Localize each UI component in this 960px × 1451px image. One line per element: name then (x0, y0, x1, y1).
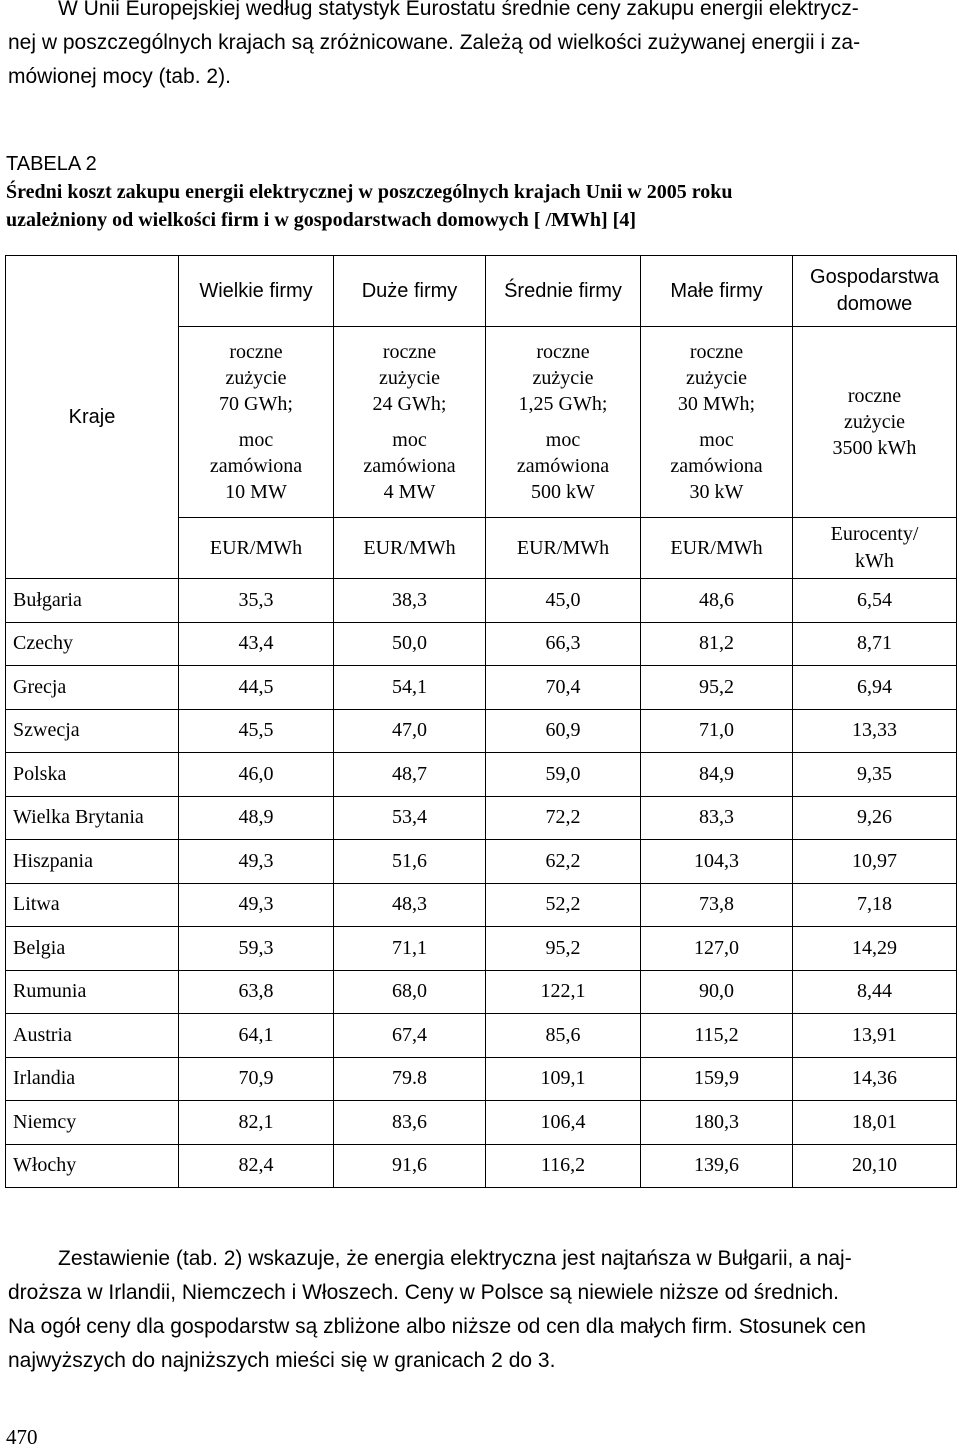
value-cell: 79.8 (334, 1057, 486, 1101)
spacer (486, 417, 640, 427)
value-cell: 106,4 (486, 1101, 641, 1145)
value-cell: 46,0 (179, 753, 334, 797)
value-cell: 83,6 (334, 1101, 486, 1145)
country-header: Kraje (6, 256, 179, 579)
value-cell: 50,0 (334, 622, 486, 666)
value-cell: 70,9 (179, 1057, 334, 1101)
column-header (793, 256, 957, 327)
spacer (641, 417, 792, 427)
text-line: W Unii Europejskiej według statystyk Eurostatu średnie ceny zakupu energii elektrycz- (58, 0, 859, 20)
unit-cell: EUR/MWh (641, 518, 793, 579)
table-row (6, 1014, 957, 1058)
value-cell: 71,1 (334, 927, 486, 971)
table-row (6, 1101, 957, 1145)
consumption-cell (179, 327, 334, 518)
table-row (6, 796, 957, 840)
header-text-line: 10 MW (225, 481, 287, 503)
header-text-line: 3500 kWh (832, 437, 917, 459)
value-cell: 122,1 (486, 970, 641, 1014)
column-header: Małe firmy (641, 256, 793, 327)
column-header: Średnie firmy (486, 256, 641, 327)
header-text-line: moc (392, 429, 427, 451)
consumption-cell (486, 327, 641, 518)
header-text-line: zużycie (378, 367, 441, 389)
country-cell: Polska (6, 753, 179, 797)
value-cell: 66,3 (486, 622, 641, 666)
spacer (334, 417, 485, 427)
header-text-line: zużycie (685, 367, 748, 389)
country-cell: Grecja (6, 666, 179, 710)
value-cell: 82,1 (179, 1101, 334, 1145)
value-cell: 49,3 (179, 840, 334, 884)
country-cell: Litwa (6, 883, 179, 927)
spacer (179, 417, 333, 427)
header-text-line: 24 GWh; (372, 393, 447, 415)
table-caption (6, 150, 956, 234)
header-text-line: roczne (229, 341, 283, 363)
value-cell: 115,2 (641, 1014, 793, 1058)
text-line: najwyższych do najniższych mieści się w granicach 2 do 3. (8, 1349, 556, 1372)
value-cell: 53,4 (334, 796, 486, 840)
value-cell: 18,01 (793, 1101, 957, 1145)
consumption-cell (334, 327, 486, 518)
value-cell: 104,3 (641, 840, 793, 884)
country-cell: Rumunia (6, 970, 179, 1014)
table-row (6, 883, 957, 927)
value-cell: 84,9 (641, 753, 793, 797)
value-cell: 8,71 (793, 622, 957, 666)
value-cell: 72,2 (486, 796, 641, 840)
table-row (6, 970, 957, 1014)
value-cell: 81,2 (641, 622, 793, 666)
value-cell: 52,2 (486, 883, 641, 927)
consumption-cell (793, 327, 957, 518)
header-text-line: moc (238, 429, 274, 451)
unit-cell: EUR/MWh (486, 518, 641, 579)
value-cell: 73,8 (641, 883, 793, 927)
value-cell: 95,2 (486, 927, 641, 971)
value-cell: 60,9 (486, 709, 641, 753)
value-cell: 14,36 (793, 1057, 957, 1101)
header-text-line: zamówiona (209, 455, 303, 477)
value-cell: 38,3 (334, 579, 486, 623)
header-text-line: moc (545, 429, 581, 451)
table-row (6, 622, 957, 666)
header-text-line: 30 MWh; (677, 393, 756, 415)
country-cell: Włochy (6, 1144, 179, 1188)
value-cell: 49,3 (179, 883, 334, 927)
value-cell: 43,4 (179, 622, 334, 666)
header-row-names (6, 256, 957, 327)
table-title-line: Średni koszt zakupu energii elektrycznej w poszczególnych krajach Unii w 2005 roku (6, 181, 733, 203)
table-title-line: uzależniony od wielkości firm i w gospodarstwach domowych [ /MWh] [4] (6, 209, 636, 231)
value-cell: 45,0 (486, 579, 641, 623)
value-cell: 13,91 (793, 1014, 957, 1058)
value-cell: 68,0 (334, 970, 486, 1014)
unit-cell: EUR/MWh (179, 518, 334, 579)
value-cell: 59,3 (179, 927, 334, 971)
table-row (6, 709, 957, 753)
table-row (6, 927, 957, 971)
value-cell: 9,35 (793, 753, 957, 797)
column-header: Wielkie firmy (179, 256, 334, 327)
unit-cell: EUR/MWh (334, 518, 486, 579)
text-line: nej w poszczególnych krajach są zróżnicowane. Zależą od wielkości zużywanej energii i za- (8, 31, 861, 54)
value-cell: 127,0 (641, 927, 793, 971)
table-title (6, 178, 956, 234)
value-cell: 180,3 (641, 1101, 793, 1145)
value-cell: 139,6 (641, 1144, 793, 1188)
table-row (6, 666, 957, 710)
value-cell: 14,29 (793, 927, 957, 971)
header-text-line: Eurocenty/ (830, 523, 919, 545)
intro-paragraph (8, 0, 954, 94)
summary-paragraph (8, 1242, 954, 1378)
value-cell: 8,44 (793, 970, 957, 1014)
table-row (6, 753, 957, 797)
country-cell: Belgia (6, 927, 179, 971)
value-cell: 47,0 (334, 709, 486, 753)
header-text-line: 30 kW (689, 481, 744, 503)
header-text-line: roczne (689, 341, 744, 363)
text-line: Zestawienie (tab. 2) wskazuje, że energia elektryczna jest najtańsza w Bułgarii, a naj- (58, 1247, 852, 1270)
value-cell: 48,7 (334, 753, 486, 797)
country-cell: Wielka Brytania (6, 796, 179, 840)
value-cell: 116,2 (486, 1144, 641, 1188)
value-cell: 7,18 (793, 883, 957, 927)
value-cell: 62,2 (486, 840, 641, 884)
table-row (6, 840, 957, 884)
country-cell: Hiszpania (6, 840, 179, 884)
consumption-cell (641, 327, 793, 518)
header-text-line: Gospodarstwa (810, 266, 939, 288)
value-cell: 90,0 (641, 970, 793, 1014)
column-header: Duże firmy (334, 256, 486, 327)
value-cell: 48,3 (334, 883, 486, 927)
value-cell: 51,6 (334, 840, 486, 884)
page-number: 470 (6, 1425, 38, 1449)
value-cell: 9,26 (793, 796, 957, 840)
table-row (6, 1057, 957, 1101)
header-text-line: 500 kW (531, 481, 595, 503)
header-text-line: 4 MW (383, 481, 436, 503)
header-text-line: domowe (836, 293, 913, 315)
value-cell: 6,94 (793, 666, 957, 710)
value-cell: 48,6 (641, 579, 793, 623)
value-cell: 82,4 (179, 1144, 334, 1188)
price-table (5, 255, 957, 1188)
value-cell: 59,0 (486, 753, 641, 797)
country-cell: Bułgaria (6, 579, 179, 623)
header-text-line: roczne (536, 341, 590, 363)
value-cell: 64,1 (179, 1014, 334, 1058)
value-cell: 95,2 (641, 666, 793, 710)
value-cell: 54,1 (334, 666, 486, 710)
header-text-line: roczne (847, 385, 902, 407)
table-label: TABELA 2 (6, 153, 97, 175)
header-text-line: zamówiona (363, 455, 456, 477)
value-cell: 91,6 (334, 1144, 486, 1188)
country-cell: Niemcy (6, 1101, 179, 1145)
value-cell: 45,5 (179, 709, 334, 753)
country-cell: Austria (6, 1014, 179, 1058)
value-cell: 70,4 (486, 666, 641, 710)
value-cell: 35,3 (179, 579, 334, 623)
value-cell: 159,9 (641, 1057, 793, 1101)
value-cell: 63,8 (179, 970, 334, 1014)
value-cell: 6,54 (793, 579, 957, 623)
unit-cell (793, 518, 957, 579)
text-line: droższa w Irlandii, Niemczech i Włoszech. Ceny w Polsce są niewiele niższe od średnich. (8, 1281, 839, 1304)
header-text-line: 1,25 GWh; (518, 393, 608, 415)
header-text-line: roczne (382, 341, 437, 363)
value-cell: 71,0 (641, 709, 793, 753)
value-cell: 48,9 (179, 796, 334, 840)
value-cell: 109,1 (486, 1057, 641, 1101)
country-cell: Szwecja (6, 709, 179, 753)
header-text-line: kWh (855, 550, 894, 572)
text-line: mówionej mocy (tab. 2). (8, 65, 231, 88)
country-cell: Czechy (6, 622, 179, 666)
header-text-line: moc (699, 429, 734, 451)
value-cell: 85,6 (486, 1014, 641, 1058)
text-line: Na ogół ceny dla gospodarstw są zbliżone albo niższe od cen dla małych firm. Stosunek cen (8, 1315, 866, 1338)
value-cell: 44,5 (179, 666, 334, 710)
table-row (6, 579, 957, 623)
header-text-line: zamówiona (670, 455, 763, 477)
header-text-line: zamówiona (516, 455, 610, 477)
header-text-line: zużycie (532, 367, 594, 389)
value-cell: 10,97 (793, 840, 957, 884)
value-cell: 20,10 (793, 1144, 957, 1188)
value-cell: 83,3 (641, 796, 793, 840)
table-row (6, 1144, 957, 1188)
header-text-line: zużycie (843, 411, 906, 433)
country-cell: Irlandia (6, 1057, 179, 1101)
header-text-line: 70 GWh; (219, 393, 293, 415)
value-cell: 67,4 (334, 1014, 486, 1058)
header-text-line: zużycie (225, 367, 287, 389)
value-cell: 13,33 (793, 709, 957, 753)
